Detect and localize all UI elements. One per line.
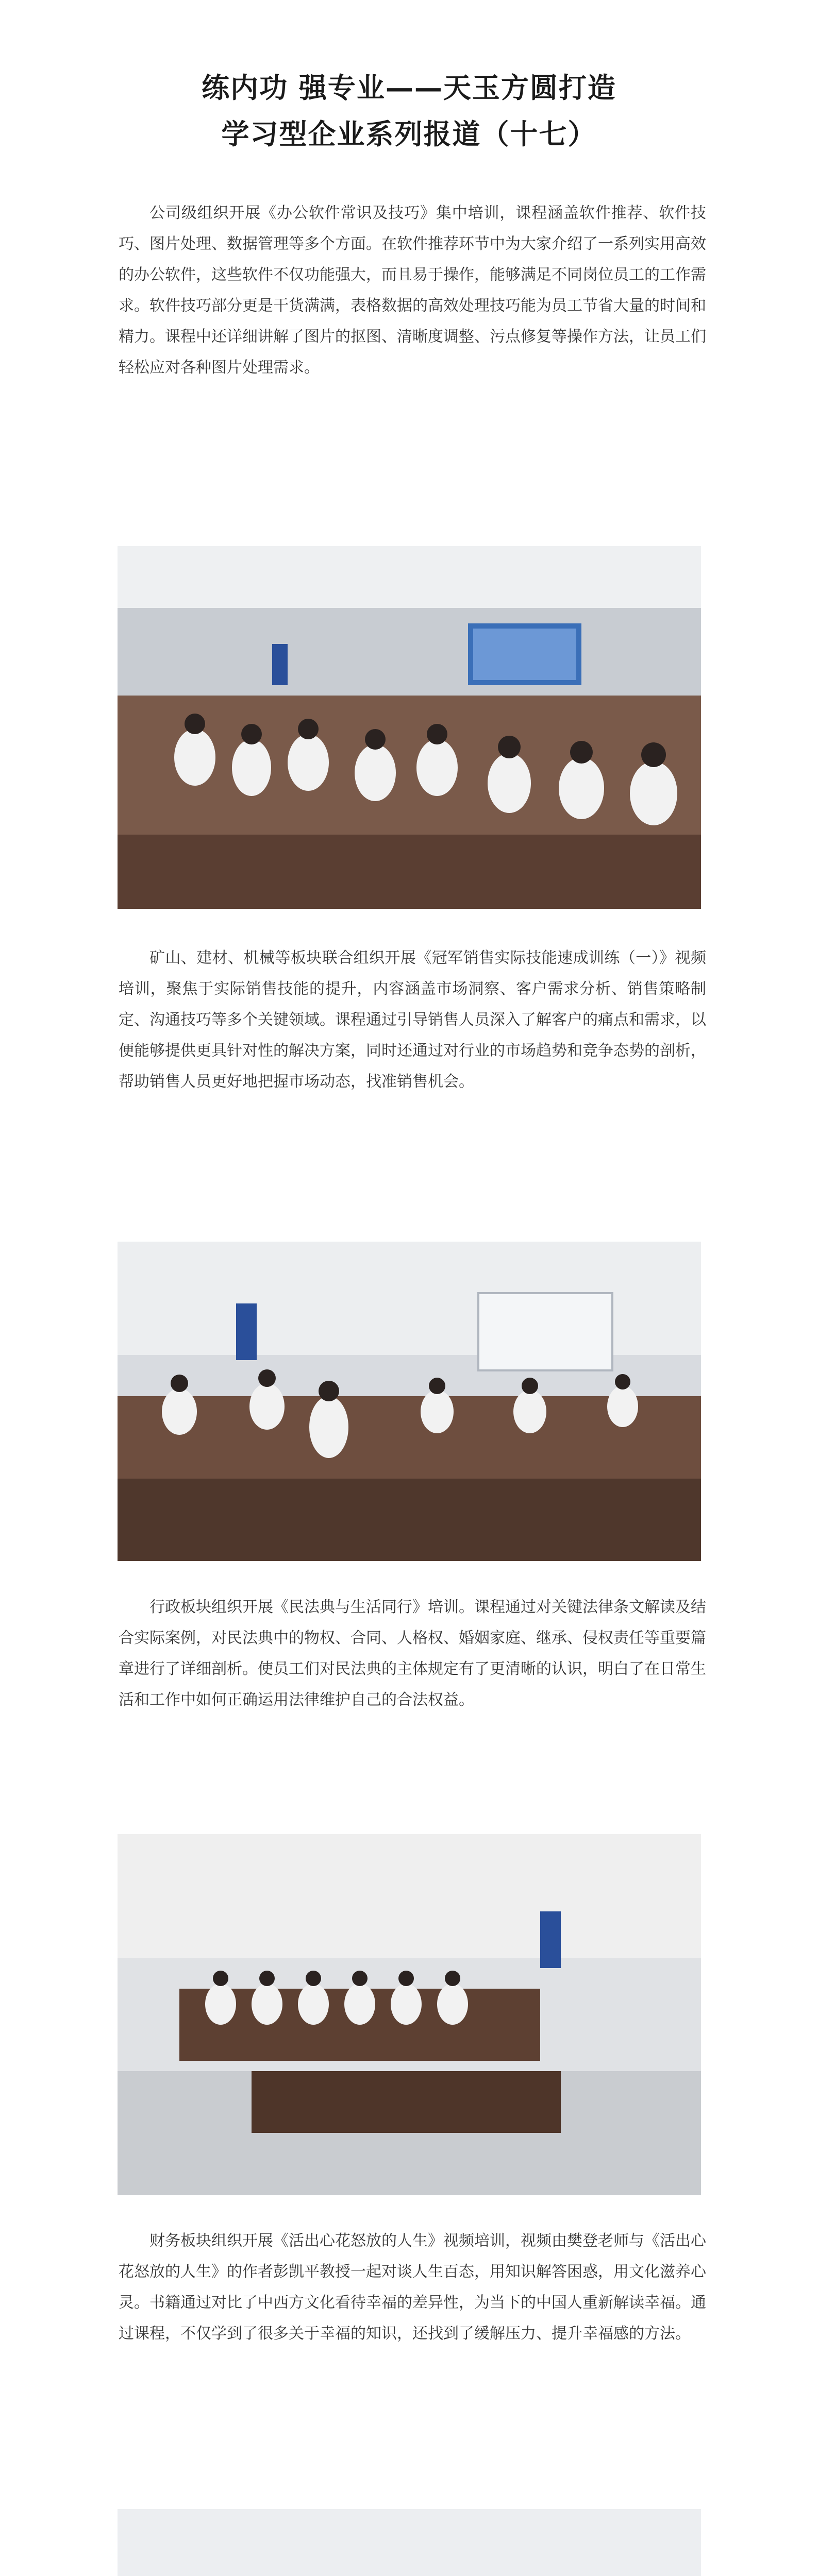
training-photo-2	[118, 1242, 701, 1561]
section-paragraph-2: 矿山、建材、机械等板块联合组织开展《冠军销售实际技能速成训练（一）》视频培训，聚焦于实际销售技能的提升，内容涵盖市场洞察、客户需求分析、销售策略制定、沟通技巧等多个关键领域。课程通过引导销售人员深入了解客户的痛点和需求，以便能够提供更具针对性的解决方案，同时还通过对行业的市场趋势和竞争态势的剖析，帮助销售人员更好地把握市场动态，找准销售机会。	[119, 949, 706, 1091]
section-paragraph-3: 行政板块组织开展《民法典与生活同行》培训。课程通过对关键法律条文解读及结合实际案例，对民法典中的物权、合同、人格权、婚姻家庭、继承、侵权责任等重要篇章进行了详细剖析。使员工们对民法典的主体规定有了更清晰的认识，明白了在日常生活和工作中如何正确运用法律维护自己的合法权益。	[119, 1598, 706, 1709]
training-photo-1	[118, 546, 701, 909]
training-photo-3	[118, 1834, 701, 2195]
training-photo-4	[118, 2509, 701, 2576]
section-paragraph-4: 财务板块组织开展《活出心花怒放的人生》视频培训，视频由樊登老师与《活出心花怒放的人生》的作者彭凯平教授一起对谈人生百态，用知识解答困惑，用文化滋养心灵。书籍通过对比了中西方文化看待幸福的差异性，为当下的中国人重新解读幸福。通过课程，不仅学到了很多关于幸福的知识，还找到了缓解压力、提升幸福感的方法。	[119, 2232, 706, 2343]
section-paragraph-1: 公司级组织开展《办公软件常识及技巧》集中培训，课程涵盖软件推荐、软件技巧、图片处理、数据管理等多个方面。在软件推荐环节中为大家介绍了一系列实用高效的办公软件，这些软件不仅功能强大，而且易于操作，能够满足不同岗位员工的工作需求。软件技巧部分更是干货满满，表格数据的高效处理技巧能为员工节省大量的时间和精力。课程中还详细讲解了图片的抠图、清晰度调整、污点修复等操作方法，让员工们轻松应对各种图片处理需求。	[119, 204, 706, 377]
article-title-line-1: 练内功 强专业——天玉方圆打造	[202, 71, 616, 104]
article-title-line-2: 学习型企业系列报道（十七）	[221, 117, 597, 150]
